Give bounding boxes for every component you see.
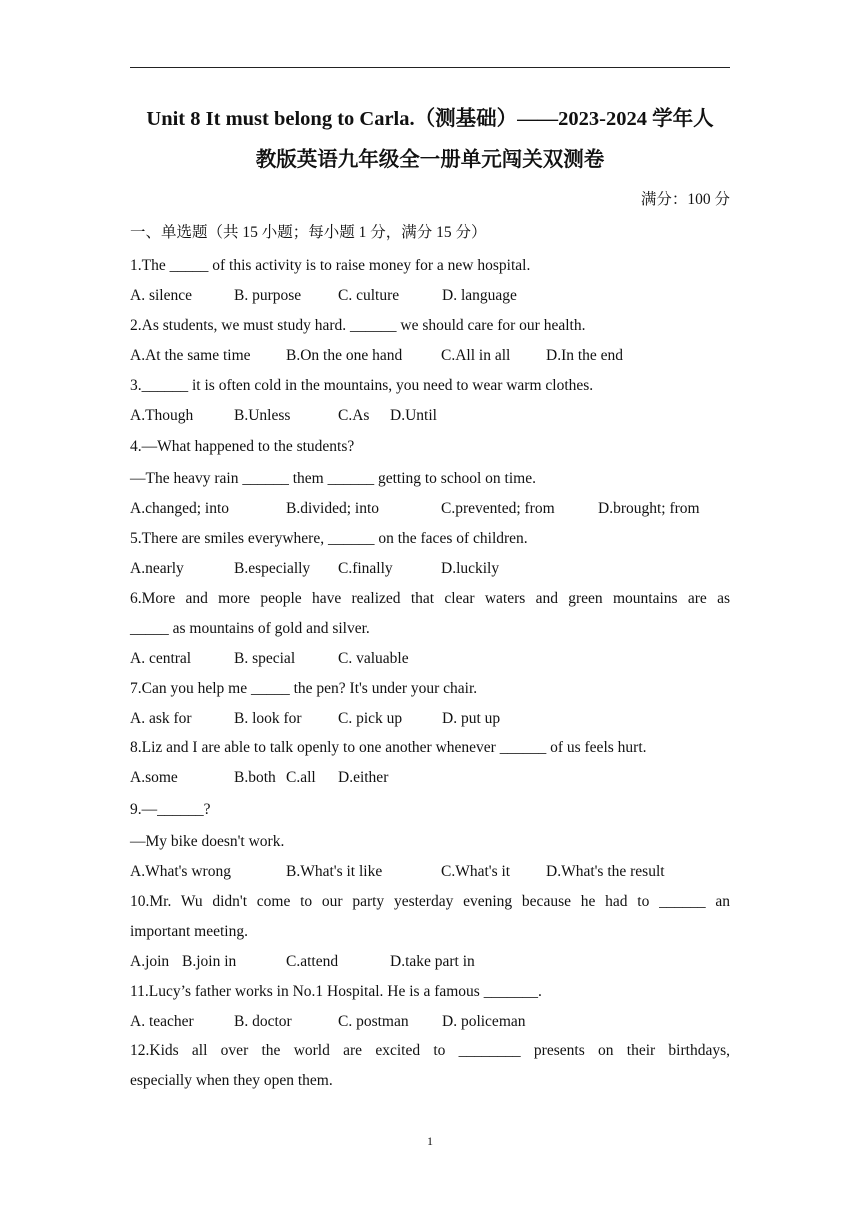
question-11-stem: 11.Lucy’s father works in No.1 Hospital. He is a famous _______. [130,983,542,1000]
section-heading: 一、单选题（共 15 小题；每小题 1 分，满分 15 分） [130,224,487,241]
option-a: A.join [130,953,170,970]
option-b: B.join in [182,953,237,970]
option-a: A. teacher [130,1013,194,1030]
option-b: B.both [234,769,276,786]
option-c: C.prevented; from [441,500,555,517]
question-2-stem: 2.As students, we must study hard. ______ we should care for our health. [130,317,586,334]
question-5-stem: 5.There are smiles everywhere, ______ on the faces of children. [130,530,528,547]
option-d: D. put up [442,710,501,727]
question-1-stem: 1.The _____ of this activity is to raise money for a new hospital. [130,257,531,274]
option-a: A. central [130,650,192,667]
question-9-stem: 9.—______? [130,801,211,818]
question-12-stem: 12.Kids all over the world are excited to ________ presents on their birthdays, [130,1042,730,1059]
option-b: B. doctor [234,1013,292,1030]
page-number: 1 [427,1134,433,1148]
question-7-stem: 7.Can you help me _____ the pen? It's under your chair. [130,680,478,697]
question-3-stem: 3.______ it is often cold in the mountains, you need to wear warm clothes. [130,377,594,394]
option-a: A.some [130,769,178,786]
option-b: B.What's it like [286,863,383,880]
question-4-stem-2: —The heavy rain ______ them ______ getting to school on time. [130,470,536,487]
full-score: 满分：100 分 [640,191,730,208]
question-6-stem: 6.More and more people have realized that clear waters and green mountains are as [130,590,730,607]
option-a: A.What's wrong [130,863,231,880]
option-b: B. look for [234,710,302,727]
question-4-stem: 4.—What happened to the students? [130,438,355,455]
option-d: D.take part in [390,953,475,970]
header-rule [130,67,730,68]
option-d: D.In the end [546,347,624,364]
option-c: C. valuable [338,650,409,667]
option-c: C.What's it [441,863,511,880]
option-d: D. language [442,287,517,304]
option-a: A. silence [130,287,192,304]
option-d: D.brought; from [598,500,700,517]
option-d: D. policeman [442,1013,526,1030]
option-c: C. pick up [338,710,403,727]
question-6-stem-2: _____ as mountains of gold and silver. [130,620,370,637]
question-8-stem: 8.Liz and I are able to talk openly to one another whenever ______ of us feels hurt. [130,739,647,756]
option-d: D.either [338,769,389,786]
option-c: C.attend [286,953,339,970]
option-a: A. ask for [130,710,192,727]
option-a: A.changed; into [130,500,230,517]
question-12-stem-2: especially when they open them. [130,1072,333,1089]
option-b: B.On the one hand [286,347,403,364]
option-a: A.Though [130,407,194,424]
option-c: C.all [286,769,316,786]
option-b: B. purpose [234,287,302,304]
option-d: D.luckily [441,560,500,577]
option-d: D.Until [390,407,437,424]
option-c: C.All in all [441,347,511,364]
option-b: B.divided; into [286,500,379,517]
title-line-1: Unit 8 It must belong to Carla.（测基础）——2023-2024 学年人 [146,108,714,130]
option-c: C. postman [338,1013,409,1030]
option-b: B. special [234,650,296,667]
option-d: D.What's the result [546,863,665,880]
option-c: C. culture [338,287,400,304]
option-b: B.especially [234,560,311,577]
question-10-stem: 10.Mr. Wu didn't come to our party yesterday evening because he had to ______ an [130,893,730,910]
question-9-stem-2: —My bike doesn't work. [130,833,285,850]
question-10-stem-2: important meeting. [130,923,248,940]
option-a: A.At the same time [130,347,251,364]
title-line-2: 教版英语九年级全一册单元闯关双测卷 [255,149,605,171]
option-c: C.As [338,407,370,424]
option-b: B.Unless [234,407,291,424]
option-a: A.nearly [130,560,184,577]
option-c: C.finally [338,560,393,577]
